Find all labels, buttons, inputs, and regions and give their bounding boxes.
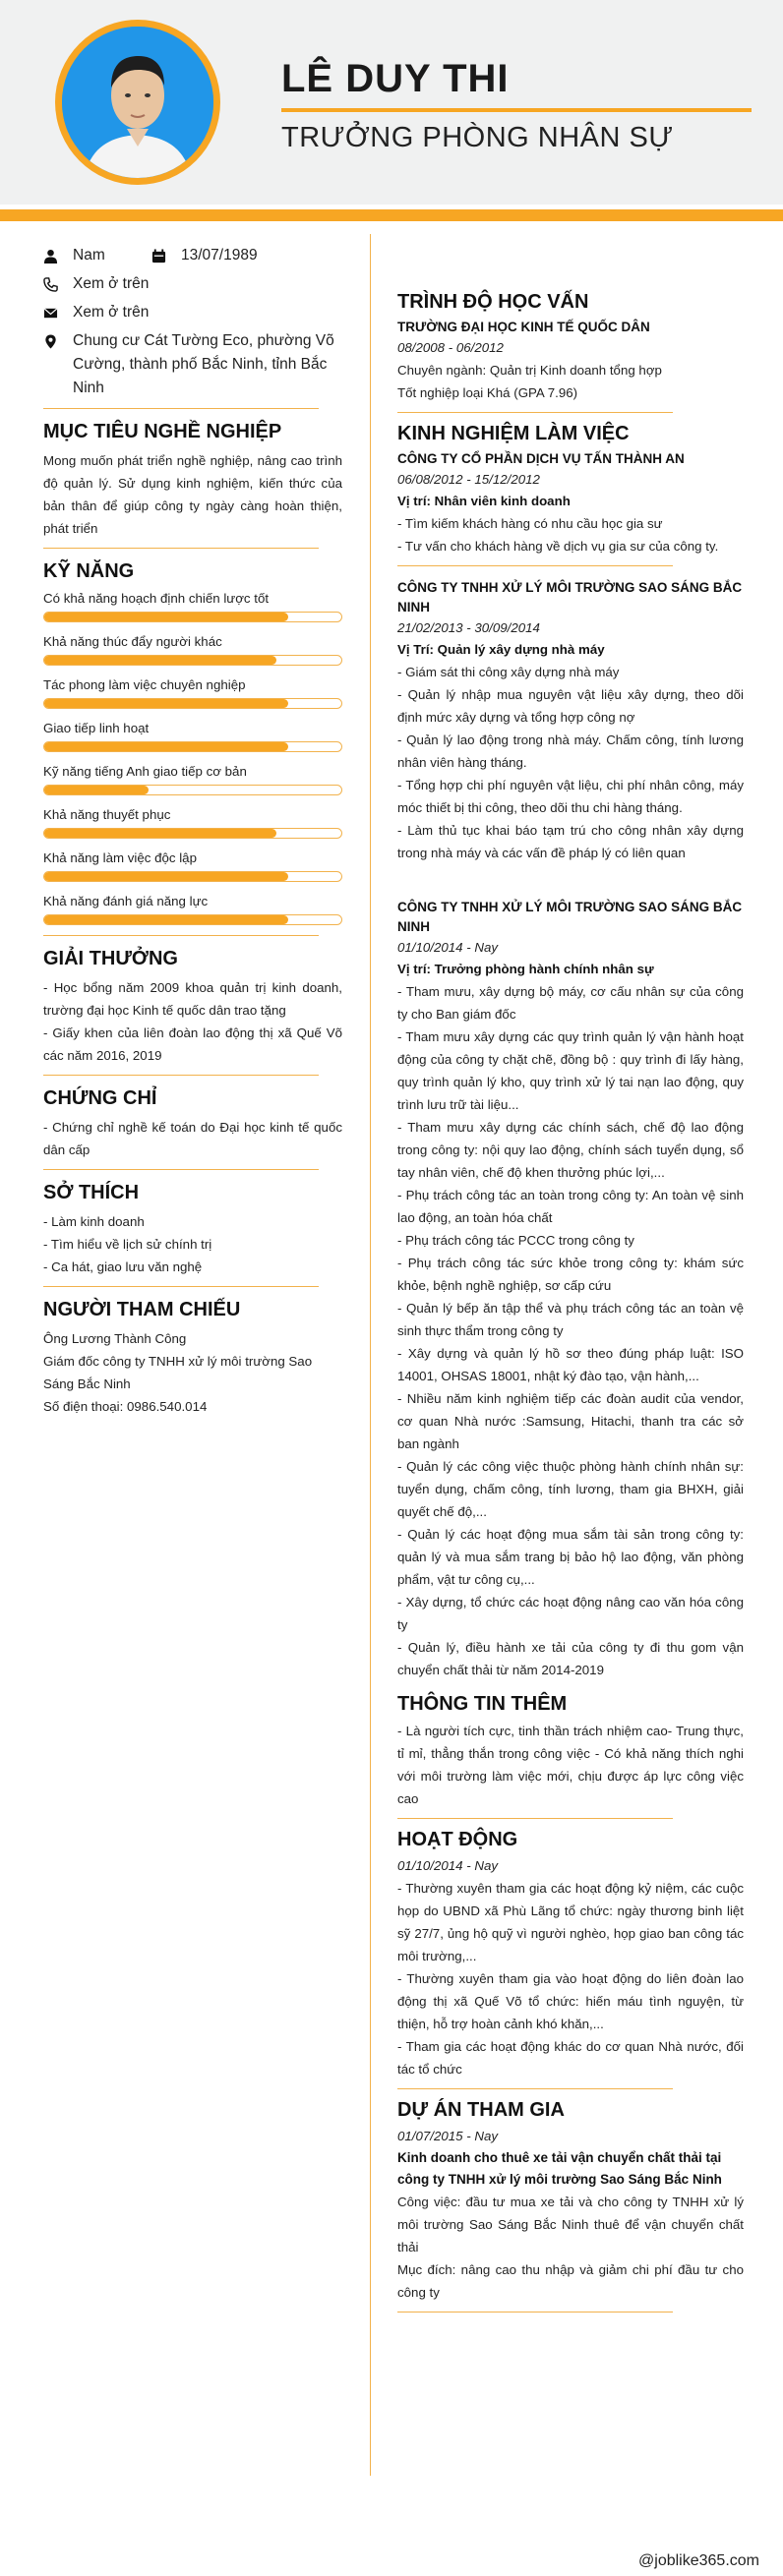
skills-list bbox=[43, 589, 342, 925]
project-detail: Công việc: đầu tư mua xe tải và cho công ty TNHH xử lý môi trường Sao Sáng Bắc Ninh thuê để vận chuyển chất thải bbox=[397, 2195, 744, 2254]
additional-text: - Là người tích cực, tinh thần trách nhiệm cao- Trung thực, tỉ mỉ, thẳng thắn trong công việc - Có khả năng thích nghi với môi trường làm việc mới, chịu được áp lực công việc cao bbox=[397, 1724, 744, 1806]
project-date: 01/07/2015 - Nay bbox=[397, 2129, 499, 2143]
gender-value: Nam bbox=[73, 247, 105, 263]
job-entry bbox=[397, 449, 744, 566]
hobby-item: - Tìm hiểu về lịch sử chính trị bbox=[43, 1237, 212, 1252]
location-pin-icon bbox=[43, 329, 73, 353]
job-duty: - Quản lý các hoạt động mua sắm tài sản trong công ty: quản lý và mua sắm trang bị bảo hộ lao động, văn phòng phẩm, vật tư công cụ,... bbox=[397, 1527, 744, 1587]
skill-level-bar bbox=[43, 914, 342, 925]
skill-level-bar bbox=[43, 655, 342, 666]
address-value: Chung cư Cát Tường Eco, phường Võ Cường, thành phố Bắc Ninh, tỉnh Bắc Ninh bbox=[73, 332, 334, 396]
contact-row-personal bbox=[43, 244, 342, 272]
divider bbox=[397, 2088, 673, 2089]
projects-title: DỰ ÁN THAM GIA bbox=[397, 2099, 565, 2121]
project-name: Kinh doanh cho thuê xe tải vận chuyển chất thải tại công ty TNHH xử lý môi trường Sao Sáng Bắc Ninh bbox=[397, 2150, 722, 2187]
activities-date: 01/10/2014 - Nay bbox=[397, 1858, 499, 1873]
job-duty: - Tổng hợp chi phí nguyên vật liệu, chi phí nhân công, máy móc thiết bị thi công, theo dõi thu chi hàng tháng. bbox=[397, 778, 744, 815]
school-name: TRƯỜNG ĐẠI HỌC KINH TẾ QUỐC DÂN bbox=[397, 320, 650, 334]
experience-title: KINH NGHIỆM LÀM VIỆC bbox=[397, 423, 630, 444]
job-role: Vị trí: Nhân viên kinh doanh bbox=[397, 494, 571, 508]
divider bbox=[397, 1818, 673, 1819]
reference-phone: Số điện thoại: 0986.540.014 bbox=[43, 1399, 208, 1414]
additional-title: THÔNG TIN THÊM bbox=[397, 1693, 568, 1715]
skill-level-fill bbox=[44, 829, 276, 838]
header bbox=[0, 0, 783, 205]
column-divider bbox=[370, 234, 371, 2476]
certificates-title: CHỨNG CHỈ bbox=[43, 1087, 157, 1109]
job-duty: - Quản lý nhập mua nguyên vật liệu xây dựng, theo dõi định mức xây dựng và tổng hợp công nợ bbox=[397, 687, 744, 725]
education-line: Chuyên ngành: Quản trị Kinh doanh tổng hợp bbox=[397, 363, 662, 378]
avatar bbox=[55, 20, 220, 185]
phone-icon bbox=[43, 272, 73, 296]
skill-level-bar bbox=[43, 785, 342, 795]
right-column bbox=[397, 285, 744, 2322]
dob-row bbox=[151, 244, 258, 267]
references-title: NGƯỜI THAM CHIẾU bbox=[43, 1299, 241, 1320]
job-duty: - Nhiều năm kinh nghiệm tiếp các đoàn audit của vendor, cơ quan Nhà nước :Samsung, Hitachi, thanh tra các sở ban ngành bbox=[397, 1391, 744, 1451]
job-date: 01/10/2014 - Nay bbox=[397, 940, 499, 955]
job-duty: - Quản lý, điều hành xe tải của công ty đi thu gom vận chuyển chất thải từ năm 2014-2019 bbox=[397, 1640, 744, 1677]
dob-value: 13/07/1989 bbox=[181, 247, 258, 263]
activity-item: - Thường xuyên tham gia vào hoạt động do liên đoàn lao động thị xã Quế Võ tổ chức: hiến máu tình nguyện, từ thiện, hỗ trợ hoàn cảnh khó khăn,... bbox=[397, 1971, 744, 2031]
skill-name: Khả năng thuyết phục bbox=[43, 807, 171, 822]
left-column bbox=[43, 244, 342, 1418]
jobs-list bbox=[397, 449, 744, 1681]
skill-name: Khả năng làm việc độc lập bbox=[43, 850, 197, 865]
name-underline bbox=[281, 108, 752, 112]
gender-row bbox=[43, 244, 151, 267]
skill-name: Khả năng đánh giá năng lực bbox=[43, 894, 209, 908]
profile-photo bbox=[62, 27, 213, 178]
calendar-icon bbox=[151, 244, 181, 267]
activity-item: - Tham gia các hoạt động khác do cơ quan Nhà nước, đối tác tổ chức bbox=[397, 2039, 744, 2077]
reference-position: Giám đốc công ty TNHH xử lý môi trường Sao Sáng Bắc Ninh bbox=[43, 1354, 313, 1391]
job-duty: - Tìm kiếm khách hàng có nhu cầu học gia sư bbox=[397, 516, 663, 531]
address-row bbox=[43, 329, 342, 400]
company-name: CÔNG TY CỔ PHẦN DỊCH VỤ TẤN THÀNH AN bbox=[397, 451, 685, 466]
job-duty: - Tham mưu, xây dựng bộ máy, cơ cấu nhân sự của công ty cho Ban giám đốc bbox=[397, 984, 744, 1022]
skill-name: Tác phong làm việc chuyên nghiệp bbox=[43, 677, 246, 692]
email-row bbox=[43, 301, 342, 324]
job-duty: - Tham mưu xây dựng các quy trình quản lý vận hành hoạt động của công ty chặt chẽ, đồng bộ : quy trình đi lấy hàng, quy trình quản lý kho, quy trình xử lý tai nạn lao động, quy trình lưu trữ tài liệu... bbox=[397, 1029, 744, 1112]
header-divider bbox=[0, 209, 783, 221]
skill-level-bar bbox=[43, 828, 342, 839]
skill-name: Kỹ năng tiếng Anh giao tiếp cơ bản bbox=[43, 764, 247, 779]
job-duty: - Làm thủ tục khai báo tạm trú cho công nhân xây dựng trong nhà máy và các vấn đề pháp lý có liên quan bbox=[397, 823, 744, 860]
skill-level-fill bbox=[44, 613, 288, 621]
education-line: Tốt nghiệp loại Khá (GPA 7.96) bbox=[397, 385, 578, 400]
skill-level-bar bbox=[43, 698, 342, 709]
job-duty: - Phụ trách công tác an toàn trong công ty: An toàn vệ sinh lao động, an toàn hóa chất bbox=[397, 1188, 744, 1225]
skill-name: Có khả năng hoạch định chiến lược tốt bbox=[43, 591, 270, 606]
phone-value: Xem ở trên bbox=[73, 275, 150, 292]
job-entry bbox=[397, 578, 744, 864]
email-icon bbox=[43, 301, 73, 324]
divider bbox=[43, 408, 319, 409]
activity-item: - Thường xuyên tham gia các hoạt động kỷ niệm, các cuộc họp do UBND xã Phù Lãng tổ chức: ngày thương binh liệt sỹ 27/7, ủng hộ quỹ vì người nghèo, họp giao ban công tác môi trường,... bbox=[397, 1881, 744, 1963]
divider bbox=[397, 412, 673, 413]
company-name: CÔNG TY TNHH XỬ LÝ MÔI TRƯỜNG SAO SÁNG BẮC NINH bbox=[397, 580, 743, 615]
divider bbox=[43, 548, 319, 549]
divider bbox=[43, 935, 319, 936]
skill-level-bar bbox=[43, 871, 342, 882]
award-item: - Giấy khen của liên đoàn lao động thị xã Quế Võ các năm 2016, 2019 bbox=[43, 1025, 342, 1063]
job-date: 06/08/2012 - 15/12/2012 bbox=[397, 472, 540, 487]
job-duty: - Tham mưu xây dựng các chính sách, chế độ lao động trong công ty: nội quy lao động, chính sách tuyển dụng, sổ tay nhân viên, chế độ khen thưởng phúc lợi,... bbox=[397, 1120, 744, 1180]
skill-level-bar bbox=[43, 741, 342, 752]
awards-title: GIẢI THƯỞNG bbox=[43, 948, 178, 969]
skill-level-fill bbox=[44, 915, 288, 924]
job-title: TRƯỞNG PHÒNG NHÂN SỰ bbox=[281, 122, 674, 153]
job-entry bbox=[397, 898, 744, 1681]
candidate-name: LÊ DUY THI bbox=[281, 57, 510, 100]
divider bbox=[43, 1075, 319, 1076]
job-duty: - Quản lý các công việc thuộc phòng hành chính nhân sự: tuyển dụng, chấm công, tính lương, tham gia BHXH, giải quyết chế độ,... bbox=[397, 1459, 744, 1519]
activities-title: HOẠT ĐỘNG bbox=[397, 1829, 518, 1850]
job-role: Vị trí: Trưởng phòng hành chính nhân sự bbox=[397, 962, 654, 976]
job-duty: - Phụ trách công tác sức khỏe trong công ty: khám sức khỏe, bệnh nghề nghiệp, sơ cấp cứu bbox=[397, 1256, 744, 1293]
skill-level-fill bbox=[44, 656, 276, 665]
skill-level-bar bbox=[43, 612, 342, 622]
job-duty: - Tư vấn cho khách hàng về dịch vụ gia sư của công ty. bbox=[397, 539, 719, 554]
job-role: Vị Trí: Quản lý xây dựng nhà máy bbox=[397, 642, 605, 657]
job-duty: - Phụ trách công tác PCCC trong công ty bbox=[397, 1233, 634, 1248]
phone-row bbox=[43, 272, 342, 296]
person-icon bbox=[43, 244, 73, 267]
divider bbox=[43, 1169, 319, 1170]
skill-level-fill bbox=[44, 786, 149, 794]
certificate-item: - Chứng chỉ nghề kế toán do Đại học kinh tế quốc dân cấp bbox=[43, 1120, 342, 1157]
hobby-item: - Ca hát, giao lưu văn nghệ bbox=[43, 1259, 203, 1274]
skill-name: Khả năng thúc đẩy người khác bbox=[43, 634, 222, 649]
award-item: - Học bổng năm 2009 khoa quản trị kinh doanh, trường đại học Kinh tế quốc dân trao tặng bbox=[43, 980, 342, 1018]
watermark: @joblike365.com bbox=[638, 2552, 759, 2569]
hobby-item: - Làm kinh doanh bbox=[43, 1214, 145, 1229]
company-name: CÔNG TY TNHH XỬ LÝ MÔI TRƯỜNG SAO SÁNG BẮC NINH bbox=[397, 900, 743, 934]
divider bbox=[397, 2312, 673, 2313]
project-detail: Mục đích: nâng cao thu nhập và giảm chi phí đầu tư cho công ty bbox=[397, 2262, 744, 2300]
reference-name: Ông Lương Thành Công bbox=[43, 1331, 187, 1346]
job-duty: - Xây dựng, tổ chức các hoạt động nâng cao văn hóa công ty bbox=[397, 1595, 744, 1632]
email-value: Xem ở trên bbox=[73, 304, 150, 321]
skill-level-fill bbox=[44, 872, 288, 881]
job-duty: - Quản lý lao động trong nhà máy. Chấm công, tính lương nhân viên hàng tháng. bbox=[397, 732, 744, 770]
skill-level-fill bbox=[44, 742, 288, 751]
hobbies-title: SỞ THÍCH bbox=[43, 1182, 140, 1203]
education-title: TRÌNH ĐỘ HỌC VẤN bbox=[397, 291, 589, 313]
objective-text: Mong muốn phát triển nghề nghiệp, nâng cao trình độ quản lý. Sử dụng kinh nghiệm, kiến thức của bản thân để giúp công ty ngày càng hoàn thiện, phát triển bbox=[43, 453, 342, 536]
skill-name: Giao tiếp linh hoạt bbox=[43, 721, 150, 735]
education-date: 08/2008 - 06/2012 bbox=[397, 340, 504, 355]
divider bbox=[397, 565, 673, 566]
job-duty: - Giám sát thi công xây dựng nhà máy bbox=[397, 665, 620, 679]
divider bbox=[43, 1286, 319, 1287]
skills-title: KỸ NĂNG bbox=[43, 560, 135, 582]
job-date: 21/02/2013 - 30/09/2014 bbox=[397, 620, 540, 635]
objective-title: MỤC TIÊU NGHỀ NGHIỆP bbox=[43, 421, 282, 442]
skill-level-fill bbox=[44, 699, 288, 708]
job-duty: - Quản lý bếp ăn tập thể và phụ trách công tác an toàn vệ sinh thực thẩm trong công ty bbox=[397, 1301, 744, 1338]
job-duty: - Xây dựng và quản lý hồ sơ theo đúng pháp luật: ISO 14001, OHSAS 18001, nhật ký đào tạo, vận hành,... bbox=[397, 1346, 744, 1383]
